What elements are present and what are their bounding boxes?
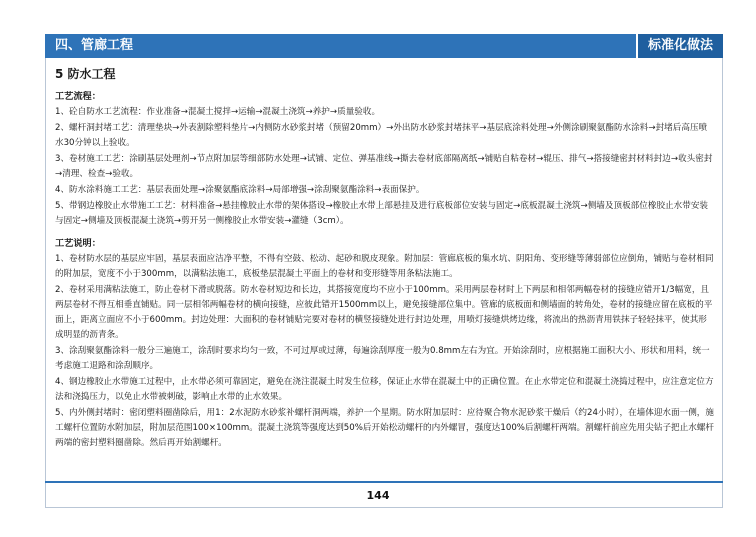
process-item: 4、防水涂料施工工艺：基层表面处理→涂聚氨酯底涂料→局部增强→涂刮聚氨酯涂料→表面保护。 <box>55 185 425 195</box>
section-title: 5 防水工程 <box>55 67 116 81</box>
process-item: 5、带钢边橡胶止水带施工工艺：材料准备→悬挂橡胶止水带的架体搭设→橡胶止水带上部悬挂及进行底板部位安装与固定→底板混凝土浇筑→侧墙及顶板部位橡胶止水带安装与固定→侧墙及顶板混凝土浇筑→剪开另一侧橡胶止水带安装→灌缝（3cm）。 <box>55 201 709 226</box>
notes-heading: 工艺说明： <box>55 238 101 249</box>
process-heading: 工艺流程： <box>55 91 101 102</box>
process-item: 2、螺杆洞封堵工艺：清理垫块→外表割除塑料垫片→内侧防水砂浆封堵（预留20mm）→外出防水砂浆封堵抹平→基层底涂料处理→外侧涂刷聚氨酯防水涂料→封堵后高压喷水30分钟以上验收。 <box>55 123 708 148</box>
process-item: 3、卷材施工工艺：涂刷基层处理剂→节点附加层等细部防水处理→试铺、定位、弹基准线→撕去卷材底部隔离纸→铺贴自粘卷材→辊压、排气→搭接缝密封材料封边→收头密封→清理、检查→验收。 <box>55 154 713 179</box>
chapter-title: 四、管廊工程 <box>55 38 134 53</box>
note-item: 1、卷材防水层的基层应牢固，基层表面应洁净平整，不得有空鼓、松动、起砂和脱皮现象。附加层：管廊底板的集水坑、阴阳角、变形缝等薄弱部位应倒角，铺贴与卷材相同的附加层，宽度不小于300mm，以满粘法施工，底板垫层混凝土平面上的卷材和变形缝等用条粘法施工。 <box>55 254 714 279</box>
notes-list <box>55 252 715 451</box>
page-number: 144 <box>366 489 390 502</box>
process-item: 1、砼自防水工艺流程：作业准备→混凝土搅拌→运输→混凝土浇筑→养护→质量验收。 <box>55 107 381 117</box>
process-list <box>55 105 715 229</box>
header-bar <box>45 34 723 58</box>
note-item: 5、内外侧封堵时：密闭塑料圈凿除后，用1：2水泥防水砂浆补螺杆洞两端，养护一个星期。防水附加层时：应待聚合物水泥砂浆干燥后（约24小时），在墙体迎水面一侧，施工螺杆位置防水附加层，附加层范围100×100mm。混凝土浇筑等强度达到50%后开始松动螺杆的内外螺冒，强度达100%后割螺杆两端。割螺杆前应先用尖钻子把止水螺杆两端的密封塑料圈凿除。然后再开始割螺杆。 <box>55 408 715 448</box>
standard-practice-tag: 标准化做法 <box>636 34 723 58</box>
document-body <box>55 65 715 452</box>
note-item: 2、卷材采用满粘法施工，防止卷材下滑或脱落。防水卷材短边和长边，其搭接宽度均不应小于100mm。采用两层卷材时上下两层和相邻两幅卷材的接缝应错开1/3幅宽，且两层卷材不得互相垂直铺贴。同一层相邻两幅卷材的横向接缝，应彼此错开1500mm以上，避免接缝部位集中。管廊的底板面和侧墙面的转角处，卷材的接缝应留在底板的平面上，距离立面应不小于600mm。封边处理：大面积的卷材铺贴完要对卷材的横竖接缝处进行封边处理，用喷灯接缝烘烤边缘，将流出的热沥青用铁抹子轻轻抹平，使其形成明显的沥青条。 <box>55 285 713 340</box>
footer-divider <box>45 481 723 483</box>
note-item: 4、钢边橡胶止水带施工过程中，止水带必须可靠固定，避免在浇注混凝土时发生位移，保证止水带在混凝土中的正确位置。在止水带定位和混凝土浇捣过程中，应注意定位方法和浇捣压力，以免止水带被刺破，影响止水带的止水效果。 <box>55 377 714 402</box>
note-item: 3、涂刮聚氨酯涂料一般分三遍施工，涂刮时要求均匀一致，不可过厚或过薄，每遍涂刮厚度一般为0.8mm左右为宜。开始涂刮时，应根据施工面积大小、形状和用料，统一考虑施工退路和涂刮顺序。 <box>55 346 710 371</box>
